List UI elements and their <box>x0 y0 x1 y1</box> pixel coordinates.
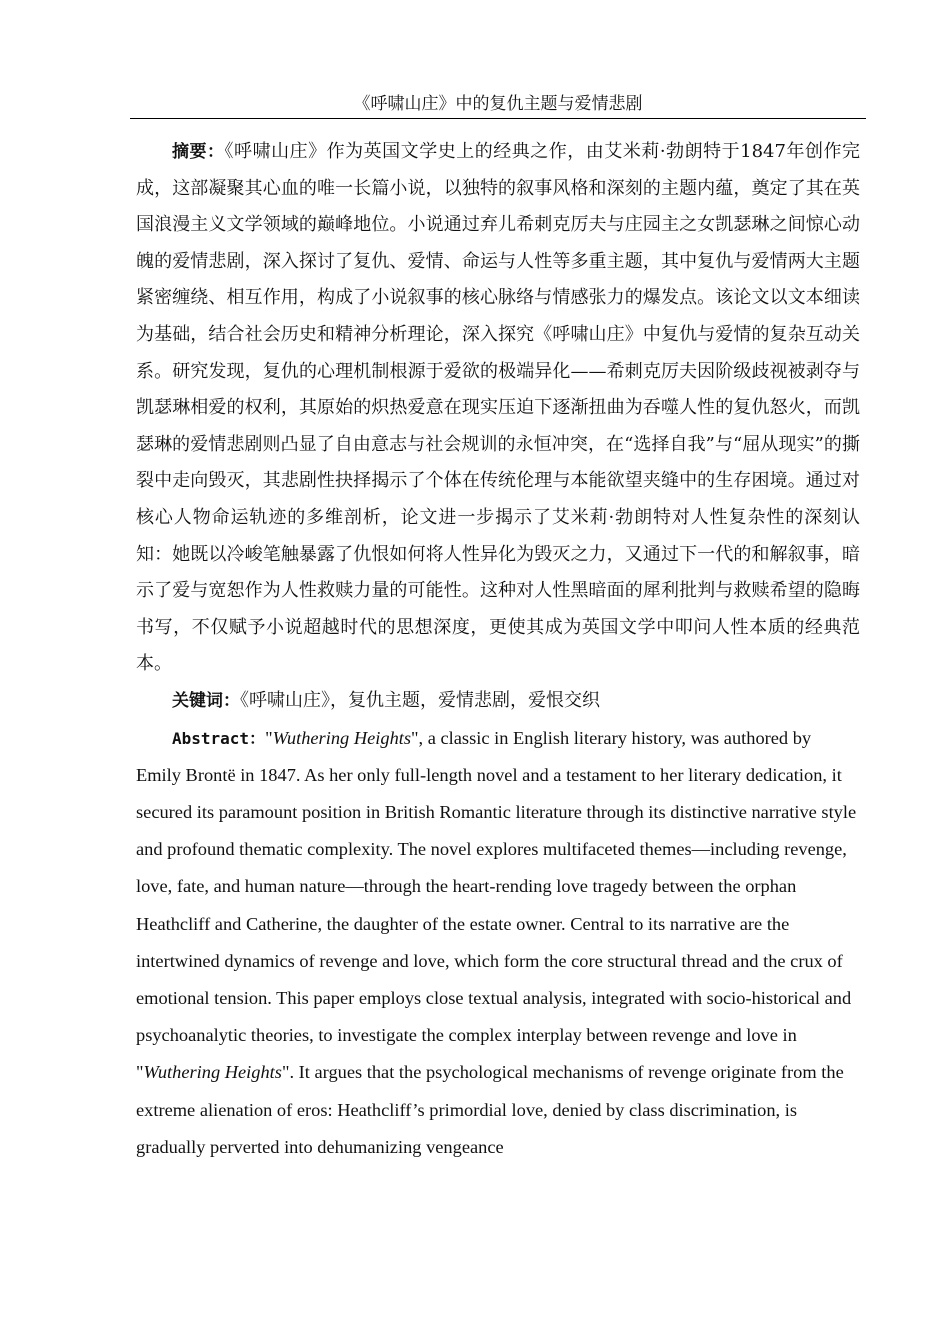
keywords-text: 《呼啸山庄》，复仇主题，爱情悲剧，爱恨交织 <box>240 689 600 711</box>
running-title: 《呼啸山庄》中的复仇主题与爱情悲剧 <box>353 94 643 114</box>
body-text <box>136 134 860 1166</box>
abstract-chinese-label: 摘要： <box>172 142 225 162</box>
keywords-label: 关键词： <box>172 690 240 711</box>
abstract-english-text-part1: ", a classic in English literary history, was authored by Emily Brontë in 1847. As her only full-length novel and a testament to her literary dedication, it secured its paramount position in British Romantic literature through its distinctive narrative style and profound thematic complexity. The novel explores multifaceted themes—including revenge, love, fate, and human nature—through the heart-rending love tragedy between the orphan Heathcliff and Catherine, the daughter of the estate owner. Central to its narrative are the intertwined dynamics of revenge and love, which form the core structural thread and the crux of emotional tension. This paper employs close textual analysis, integrated with socio-historical and psychoanalytic theories, to investigate the complex interplay between revenge and love in " <box>136 727 857 1083</box>
abstract-english-open-quote: " <box>265 727 273 748</box>
abstract-english-text-part2: ". It argues that the psychological mechanisms of revenge originate from the extreme alienation of eros: Heathcliff’s primordial love, denied by class discrimination, is gradually perverted into dehumanizing vengeance <box>136 1062 844 1157</box>
abstract-english-title-ref-2: Wuthering Heights <box>143 1062 282 1083</box>
abstract-english-title-ref: Wuthering Heights <box>272 727 412 748</box>
page-header <box>130 92 866 119</box>
abstract-chinese <box>136 134 860 683</box>
abstract-english-label: Abstract： <box>172 728 266 748</box>
keywords <box>136 683 860 720</box>
abstract-chinese-text: 《呼啸山庄》作为英国文学史上的经典之作，由艾米莉·勃朗特于1847年创作完成，这部凝聚其心血的唯一长篇小说，以独特的叙事风格和深刻的主题内蕴，奠定了其在英国浪漫主义文学领域的巅峰地位。小说通过弃儿希刺克厉夫与庄园主之女凯瑟琳之间惊心动魄的爱情悲剧，深入探讨了复仇、爱情、命运与人性等多重主题，其中复仇与爱情两大主题紧密缠绕、相互作用，构成了小说叙事的核心脉络与情感张力的爆发点。该论文以文本细读为基础，结合社会历史和精神分析理论，深入探究《呼啸山庄》中复仇与爱情的复杂互动关系。研究发现，复仇的心理机制根源于爱欲的极端异化——希刺克厉夫因阶级歧视被剥夺与凯瑟琳相爱的权利，其原始的炽热爱意在现实压迫下逐渐扭曲为吞噬人性的复仇怒火，而凯瑟琳的爱情悲剧则凸显了自由意志与社会规训的永恒冲突，在“选择自我”与“屈从现实”的撕裂中走向毁灭，其悲剧性抉择揭示了个体在传统伦理与本能欲望夹缝中的生存困境。通过对核心人物命运轨迹的多维剖析，论文进一步揭示了艾米莉·勃朗特对人性复杂性的深刻认知：她既以冷峻笔触暴露了仇恨如何将人性异化为毁灭之力，又通过下一代的和解叙事，暗示了爱与宽恕作为人性救赎力量的可能性。这种对人性黑暗面的犀利批判与救赎希望的隐晦书写，不仅赋予小说超越时代的思想深度，更使其成为英国文学中叩问人性本质的经典范本。 <box>136 141 861 675</box>
abstract-english <box>136 720 860 1166</box>
